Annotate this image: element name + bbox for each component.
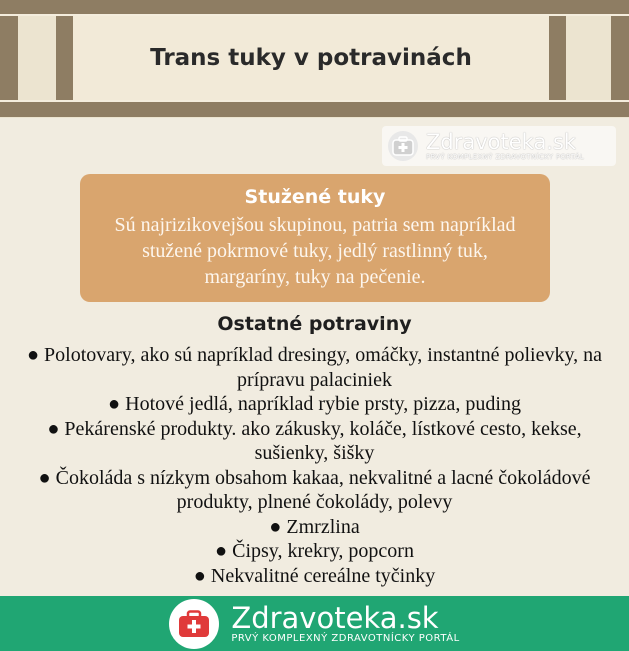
brand-tagline: PRVÝ KOMPLEXNÝ ZDRAVOTNÍCKY PORTÁL [426,152,585,161]
title-frame [0,0,629,118]
list-item: ● Čipsy, krekry, popcorn [215,540,414,562]
bullet-icon: ● [193,564,206,587]
list-item: ● Nekvalitné cereálne tyčinky [193,564,436,587]
list-item: ● Polotovary, ako sú napríklad dresingy, omáčky, instantné polievky, na prípravu palaciniek [26,344,603,391]
first-aid-kit-icon [388,131,418,161]
section-heading: Ostatné potraviny [217,313,412,335]
title-panel [73,16,549,100]
list-item: ● Zmrzlina [269,515,360,538]
brand-tagline: PRVÝ KOMPLEXNÝ ZDRAVOTNÍCKY PORTÁL [231,633,460,645]
food-list [0,343,629,588]
callout-text: Sú najrizikovejšou skupinou, patria sem napríklad stužené pokrmové tuky, jedlý rastlinný tuk, margaríny, tuky na pečenie. [114,214,516,288]
frame-side-right-inner [549,16,566,100]
bullet-icon: ● [108,393,121,415]
page-title: Trans tuky v potravinách [150,45,472,71]
frame-strip-bottom [0,100,629,117]
brand-name: Zdravoteka.sk [231,600,439,635]
bullet-icon: ● [47,417,60,440]
first-aid-kit-icon [169,599,219,649]
callout-heading: Stužené tuky [244,186,386,208]
brand-name: Zdravoteka.sk [426,129,577,154]
footer-brand-bar [0,596,629,651]
list-item: ● Hotové jedlá, napríklad rybie prsty, pizza, puding [108,393,521,415]
callout-box [80,174,550,302]
bullet-icon: ● [269,515,282,538]
bullet-icon: ● [215,540,228,562]
bullet-icon: ● [26,344,40,366]
watermark-logo [382,126,616,166]
bullet-icon: ● [38,466,51,489]
frame-strip-top [0,0,629,16]
frame-side-left [0,16,18,100]
frame-side-left-inner [56,16,73,100]
list-item: ● Čokoláda s nízkym obsahom kakaa, nekvalitné a lacné čokoládové produkty, plnené čokolády, polevy [38,466,591,513]
list-item: ● Pekárenské produkty. ako zákusky, koláče, lístkové cesto, kekse, sušienky, šišky [47,417,582,464]
frame-side-right [611,16,629,100]
